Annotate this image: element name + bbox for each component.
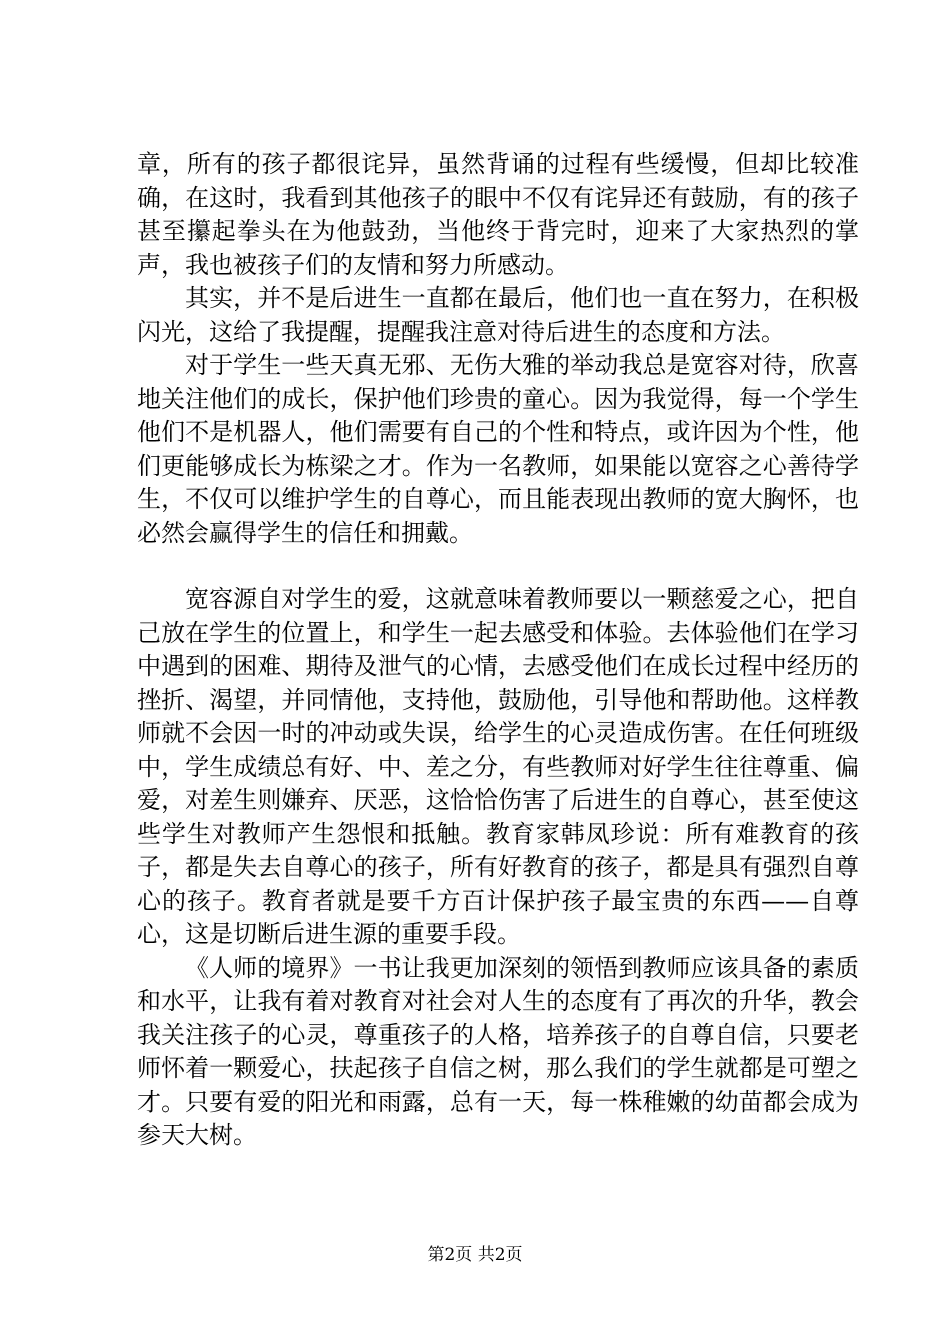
paragraph: 对于学生一些天真无邪、无伤大雅的举动我总是宽容对待，欣喜地关注他们的成长，保护他们珍贵的童心。因为我觉得，每一个学生他们不是机器人，他们需要有自己的个性和特点，或许因为个性，他们更能够成长为栋梁之才。作为一名教师，如果能以宽容之心善待学生，不仅可以维护学生的自尊心，而且能表现出教师的宽大胸怀，也必然会赢得学生的信任和拥戴。 (137, 351, 859, 547)
paragraph: 宽容源自对学生的爱，这就意味着教师要以一颗慈爱之心，把自己放在学生的位置上，和学生一起去感受和体验。去体验他们在学习中遇到的困难、期待及泄气的心情，去感受他们在成长过程中经历的挫折、渴望，并同情他，支持他，鼓励他，引导他和帮助他。这样教师就不会因一时的冲动或失误，给学生的心灵造成伤害。在任何班级中，学生成绩总有好、中、差之分，有些教师对好学生往往尊重、偏爱，对差生则嫌弃、厌恶，这恰恰伤害了后进生的自尊心，甚至使这些学生对教师产生怨恨和抵触。教育家韩凤珍说：所有难教育的孩子，都是失去自尊心的孩子，所有好教育的孩子，都是具有强烈自尊心的孩子。教育者就是要千方百计保护孩子最宝贵的东西——自尊心，这是切断后进生源的重要手段。 (137, 585, 859, 948)
paragraph-continued: 章，所有的孩子都很诧异，虽然背诵的过程有些缓慢，但却比较准确，在这时，我看到其他孩子的眼中不仅有诧异还有鼓励，有的孩子甚至攥起拳头在为他鼓劲，当他终于背完时，迎来了大家热烈的掌声，我也被孩子们的友情和努力所感动。 (137, 150, 859, 279)
page-number-footer: 第2页 共2页 (427, 1245, 523, 1265)
paragraph: 《人师的境界》一书让我更加深刻的领悟到教师应该具备的素质和水平，让我有着对教育对社会对人生的态度有了再次的升华，教会我关注孩子的心灵，尊重孩子的人格，培养孩子的自尊自信，只要老师怀着一颗爱心，扶起孩子自信之树，那么我们的学生就都是可塑之才。只要有爱的阳光和雨露，总有一天，每一株稚嫩的幼苗都会成为参天大树。 (137, 953, 859, 1149)
document-body (137, 148, 859, 1153)
paragraph: 其实，并不是后进生一直都在最后，他们也一直在努力，在积极闪光，这给了我提醒，提醒我注意对待后进生的态度和方法。 (137, 284, 859, 346)
